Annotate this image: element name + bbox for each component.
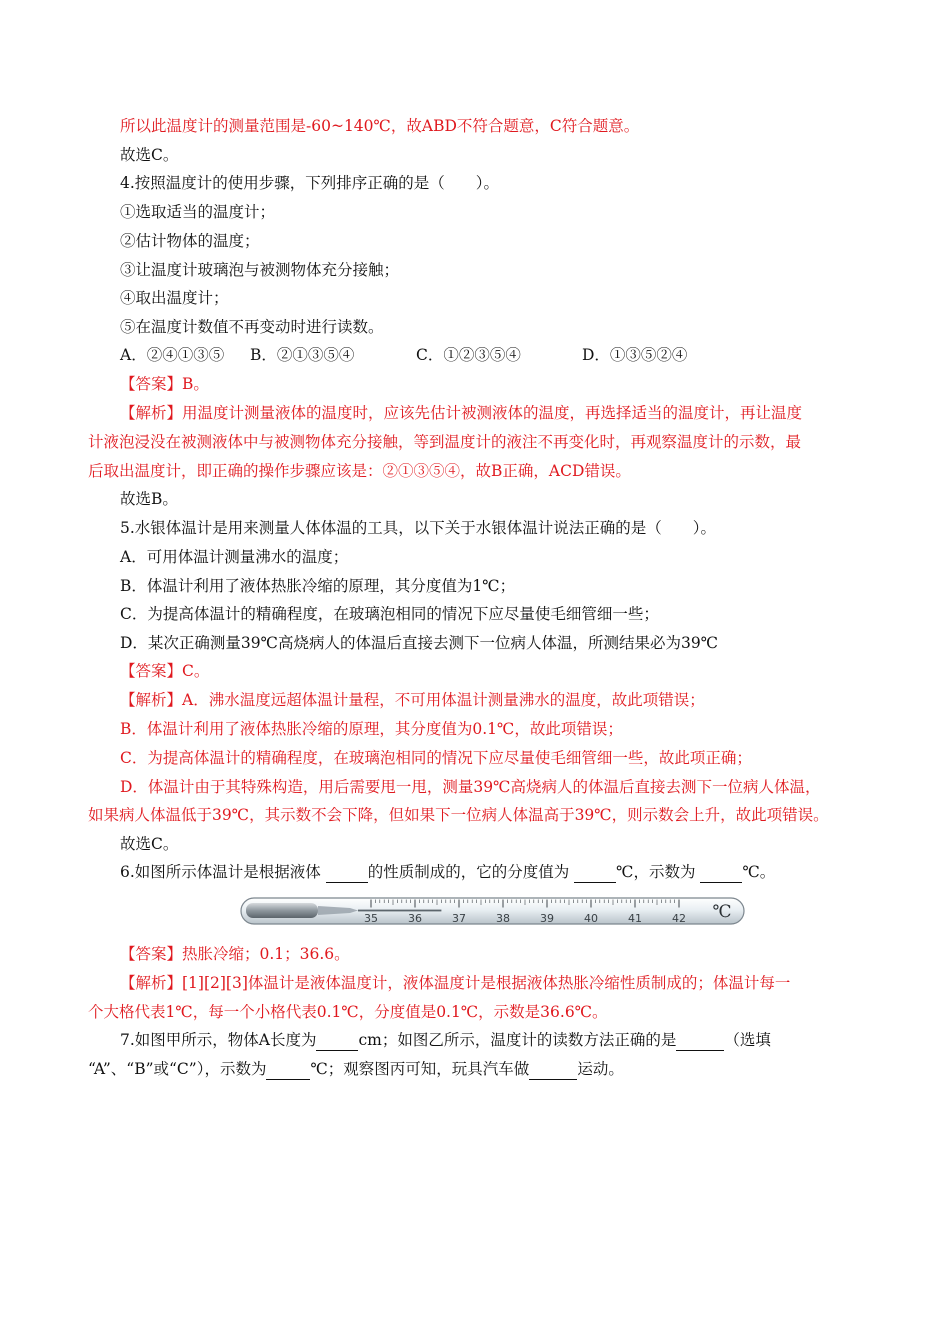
question-4-stem: 4.按照温度计的使用步骤，下列排序正确的是（ ）。 <box>120 174 500 192</box>
question-7-text-4: “A”、“B”或“C”），示数为 <box>88 1060 267 1078</box>
question-6-stem <box>120 862 775 883</box>
question-7-blank-2 <box>676 1030 724 1051</box>
question-5-answer: 【答案】C。 <box>120 662 210 680</box>
question-4-step-5: ⑤在温度计数值不再变动时进行读数。 <box>120 318 384 336</box>
prev-conclusion: 故选C。 <box>120 146 179 164</box>
tick-label: 41 <box>628 912 642 925</box>
question-4-conclusion: 故选B。 <box>120 490 178 508</box>
question-7-blank-4 <box>529 1059 577 1080</box>
question-7-text-2: cm；如图乙所示，温度计的读数方法正确的是 <box>358 1031 677 1049</box>
question-4-answer: 【答案】B。 <box>120 375 209 393</box>
tick-label: 36 <box>408 912 422 925</box>
question-5-conclusion: 故选C。 <box>120 835 179 853</box>
question-5-option-b: B．体温计利用了液体热胀冷缩的原理，其分度值为1℃； <box>120 577 516 595</box>
tick-label: 35 <box>364 912 378 925</box>
tick-label: 39 <box>540 912 554 925</box>
question-6-blank-1 <box>326 862 368 883</box>
tick-label: 38 <box>496 912 510 925</box>
question-5-analysis-line-4: D．体温计由于其特殊构造，用后需要甩一甩，测量39℃高烧病人的体温后直接去测下一位病人体温， <box>120 778 821 796</box>
question-5-analysis-line-5: 如果病人体温低于39℃，其示数不会下降，但如果下一位病人体温高于39℃，则示数会上升，故此项错误。 <box>88 806 829 824</box>
tick-label: 42 <box>672 912 686 925</box>
thermometer-graphic <box>240 896 746 926</box>
question-5-option-a: A．可用体温计测量沸水的温度； <box>120 548 349 566</box>
question-4-option-a: A．②④①③⑤ <box>120 346 225 364</box>
question-5-option-d: D．某次正确测量39℃高烧病人的体温后直接去测下一位病人体温，所测结果必为39℃ <box>120 634 719 652</box>
question-6-analysis-line-1: 【解析】[1][2][3]体温计是液体温度计，液体温度计是根据液体热胀冷缩性质制成的；体温计每一 <box>120 974 791 992</box>
question-4-option-c: C．①②③⑤④ <box>416 346 521 364</box>
question-4-step-2: ②估计物体的温度； <box>120 232 260 250</box>
question-7-text-6: 运动。 <box>577 1060 624 1078</box>
question-6-blank-2 <box>574 862 616 883</box>
question-7-text-5: ℃；观察图丙可知，玩具汽车做 <box>310 1060 530 1078</box>
thermometer-figure <box>240 896 746 926</box>
question-6-text-2: 的性质制成的，它的分度值为 <box>367 863 575 881</box>
thermometer-bulb <box>246 903 318 918</box>
question-4-option-b: B．②①③⑤④ <box>250 346 355 364</box>
question-6-blank-3 <box>700 862 742 883</box>
question-4-analysis-line-2: 计液泡浸没在被测液体中与被测物体充分接触，等到温度计的液注不再变化时，再观察温度计的示数，最 <box>88 433 802 451</box>
tick-label: 37 <box>452 912 466 925</box>
question-7-stem-line-2 <box>88 1059 624 1080</box>
question-6-answer: 【答案】热胀冷缩；0.1；36.6。 <box>120 945 350 963</box>
prev-analysis-line: 所以此温度计的测量范围是-60~140℃，故ABD不符合题意，C符合题意。 <box>120 117 640 135</box>
question-7-text-1: 7.如图甲所示，物体A长度为 <box>120 1031 317 1049</box>
question-7-blank-3 <box>266 1059 310 1080</box>
tick-label: 40 <box>584 912 598 925</box>
question-6-text-1: 6.如图所示体温计是根据液体 <box>120 863 326 881</box>
question-6-text-4: ℃。 <box>742 863 776 881</box>
question-4-step-3: ③让温度计玻璃泡与被测物体充分接触； <box>120 261 400 279</box>
question-4-analysis-line-3: 后取出温度计，即正确的操作步骤应该是：②①③⑤④，故B正确，ACD错误。 <box>88 462 631 480</box>
question-4-step-1: ①选取适当的温度计； <box>120 203 276 221</box>
question-6-analysis-line-2: 个大格代表1℃，每一个小格代表0.1℃，分度值是0.1℃，示数是36.6℃。 <box>88 1003 608 1021</box>
question-7-text-3: （选填 <box>724 1031 771 1049</box>
thermometer-unit: ℃ <box>712 902 732 922</box>
question-5-analysis-line-1: 【解析】A．沸水温度远超体温计量程，不可用体温计测量沸水的温度，故此项错误； <box>120 691 705 709</box>
question-6-text-3: ℃，示数为 <box>616 863 701 881</box>
question-5-option-c: C．为提高体温计的精确程度，在玻璃泡相同的情况下应尽量使毛细管细一些； <box>120 605 659 623</box>
question-7-stem-line-1 <box>120 1030 771 1051</box>
question-5-analysis-line-3: C．为提高体温计的精确程度，在玻璃泡相同的情况下应尽量使毛细管细一些，故此项正确； <box>120 749 752 767</box>
question-4-option-d: D．①③⑤②④ <box>582 346 688 364</box>
question-7-blank-1 <box>316 1030 358 1051</box>
question-5-analysis-line-2: B．体温计利用了液体热胀冷缩的原理，其分度值为0.1℃，故此项错误； <box>120 720 623 738</box>
question-5-stem: 5.水银体温计是用来测量人体体温的工具，以下关于水银体温计说法正确的是（ ）。 <box>120 519 717 537</box>
question-4-step-4: ④取出温度计； <box>120 289 229 307</box>
question-4-analysis-line-1: 【解析】用温度计测量液体的温度时，应该先估计被测液体的温度，再选择适当的温度计，再让温度 <box>120 404 803 422</box>
